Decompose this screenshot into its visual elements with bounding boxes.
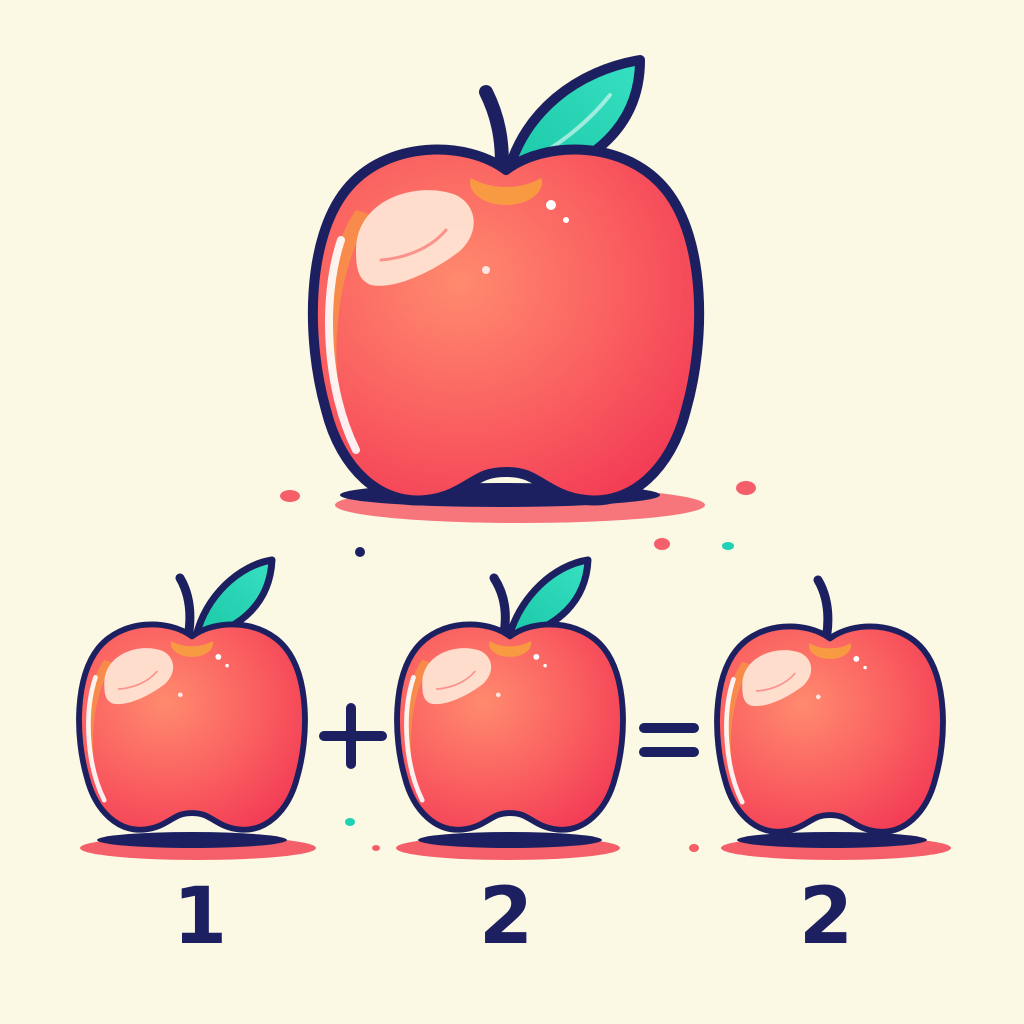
equals-icon [644, 728, 694, 752]
apple-icon [79, 624, 305, 829]
apple-three [717, 580, 951, 860]
plus-icon [324, 708, 382, 764]
number-label-three: 2 [798, 872, 854, 962]
number-label-one: 1 [172, 872, 228, 962]
big-apple [313, 60, 705, 523]
apple-icon [313, 150, 699, 501]
apple-one [79, 560, 316, 860]
apple-icon [717, 626, 943, 831]
number-label-two: 2 [478, 872, 534, 962]
apple-two [396, 560, 623, 860]
apple-icon [397, 624, 623, 829]
